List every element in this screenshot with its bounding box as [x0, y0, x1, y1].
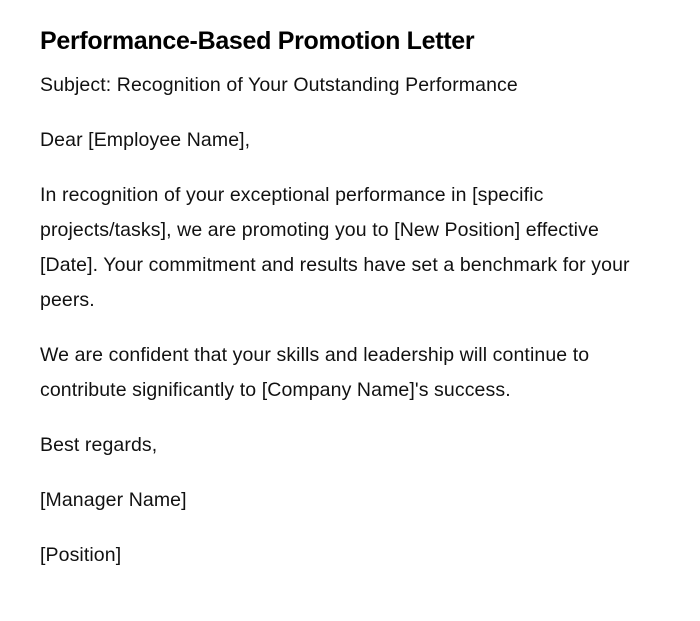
signature-name: [Manager Name] — [40, 489, 187, 511]
letter-subject: Subject: Recognition of Your Outstanding Performance — [40, 74, 518, 96]
letter-body-paragraph: We are confident that your skills and leadership will continue to contribute significantly to [Company Name]'s success. — [40, 344, 590, 401]
letter-title: Performance-Based Promotion Letter — [40, 27, 475, 55]
letter-closing: Best regards, — [40, 434, 158, 456]
signature-position: [Position] — [40, 544, 122, 566]
letter-body-paragraph: In recognition of your exceptional performance in [specific projects/tasks], we are promoting you to [New Position] effective [Date]. Your commitment and results have set a benchmark for your peers. — [40, 184, 630, 311]
letter-salutation: Dear [Employee Name], — [40, 129, 251, 151]
